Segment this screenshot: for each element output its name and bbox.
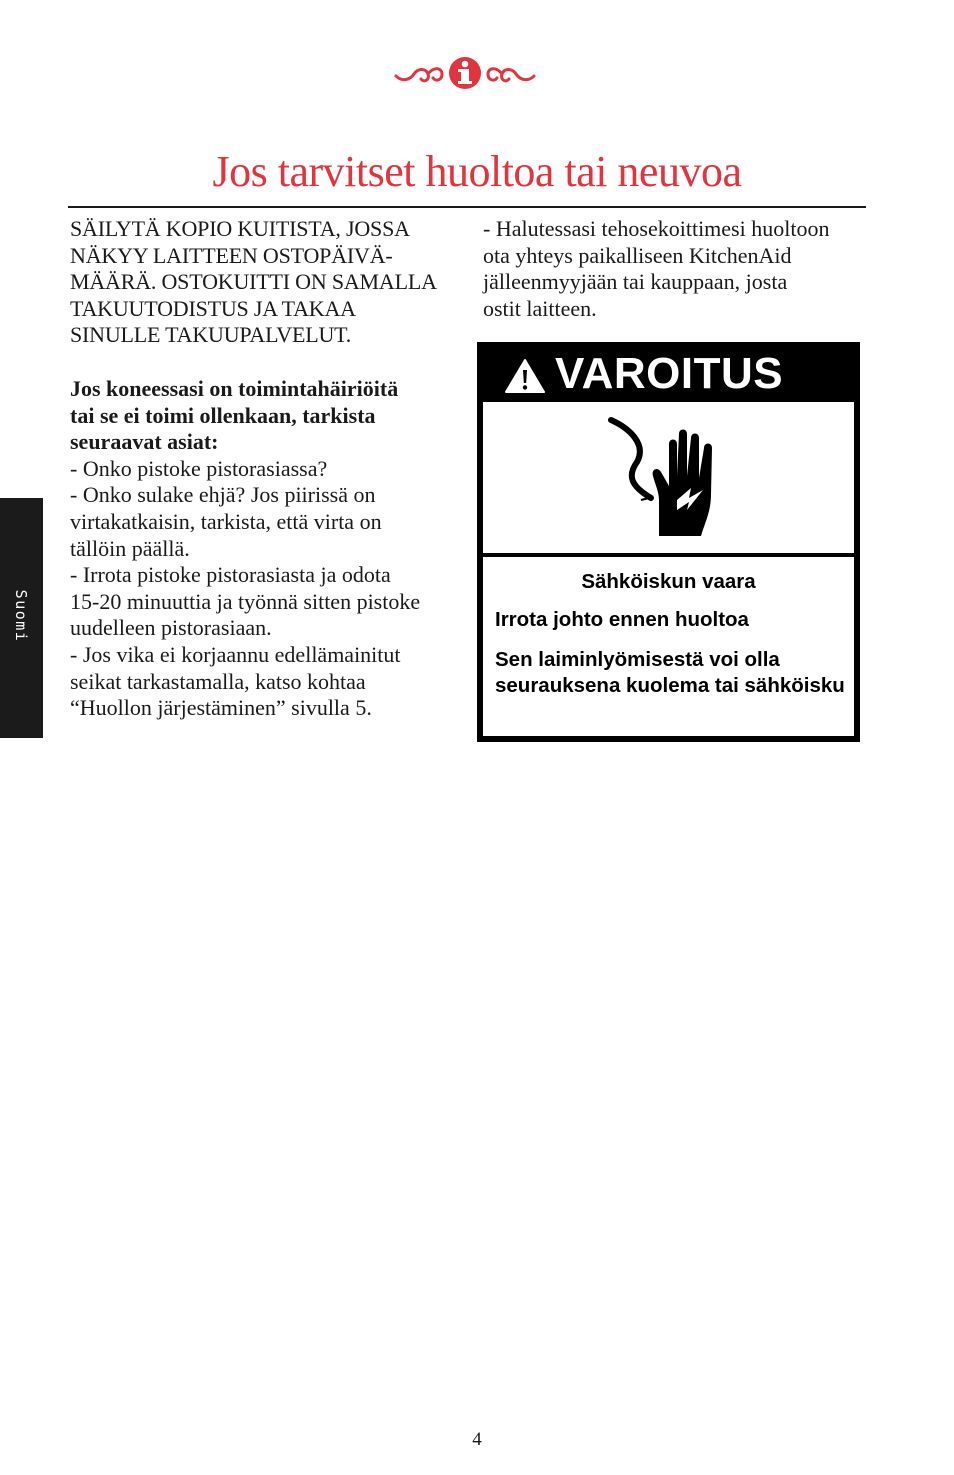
warning-text-panel <box>483 557 854 736</box>
info-ornament-icon <box>392 56 538 90</box>
heading-line: tai se ei toimi ollenkaan, tarkista <box>70 402 376 428</box>
heading-line: Jos koneessasi on toimintahäiriöitä <box>70 375 399 401</box>
hazard-instruction: Irrota johto ennen huoltoa <box>495 608 749 631</box>
receipt-notice <box>70 216 455 349</box>
list-line: - Jos vika ei korjaannu edellämainitut <box>70 641 401 667</box>
page-number: 4 <box>472 1429 482 1450</box>
notice-line: TAKUUTODISTUS JA TAKAA <box>70 295 356 321</box>
right-column <box>483 216 863 322</box>
list-line: - Irrota pistoke pistorasiasta ja odota <box>70 562 391 588</box>
hazard-consequence: Sen laiminlyömisestä voi olla seurauksena kuolema tai sähköisku <box>495 648 845 697</box>
service-line: - Halutessasi tehosekoittimesi huoltoon <box>483 216 830 241</box>
service-line: ota yhteys paikalliseen KitchenAid <box>483 242 792 268</box>
notice-line: SÄILYTÄ KOPIO KUITISTA, JOSSA <box>70 216 410 241</box>
title-rule <box>68 206 866 208</box>
warning-triangle-icon <box>504 358 546 394</box>
notice-line: NÄKYY LAITTEEN OSTOPÄIVÄ- <box>70 242 393 268</box>
warning-label: VAROITUS <box>555 349 784 398</box>
language-tab <box>0 498 43 738</box>
list-line: virtakatkaisin, tarkista, että virta on <box>70 508 382 534</box>
language-tab-label: Suomi <box>12 589 30 643</box>
left-column <box>70 216 455 722</box>
list-line: - Onko sulake ehjä? Jos piirissä on <box>70 482 376 508</box>
heading-line: seuraavat asiat: <box>70 429 219 455</box>
warning-image-panel <box>483 402 854 553</box>
list-line: tällöin päällä. <box>70 535 190 561</box>
troubleshoot-heading <box>70 376 455 456</box>
troubleshoot-list <box>70 456 455 722</box>
service-line: jälleenmyyjään tai kauppaan, josta <box>483 269 788 295</box>
hazard-title: Sähköiskun vaara <box>581 570 756 593</box>
list-line: “Huollon järjestäminen” sivulla 5. <box>70 695 372 721</box>
list-line: uudelleen pistorasiaan. <box>70 615 272 641</box>
electric-shock-hand-icon <box>607 414 727 542</box>
warning-box <box>477 342 860 742</box>
list-line: 15-20 minuuttia ja työnnä sitten pistoke <box>70 588 421 614</box>
page-title: Jos tarvitset huoltoa tai neuvoa <box>212 147 742 196</box>
list-line: seikat tarkastamalla, katso kohtaa <box>70 668 366 694</box>
service-line: ostit laitteen. <box>483 295 597 321</box>
list-line: - Onko pistoke pistorasiassa? <box>70 455 328 481</box>
notice-line: SINULLE TAKUUPALVELUT. <box>70 322 352 348</box>
notice-line: MÄÄRÄ. OSTOKUITTI ON SAMALLA <box>70 269 437 295</box>
warning-header <box>477 342 860 402</box>
